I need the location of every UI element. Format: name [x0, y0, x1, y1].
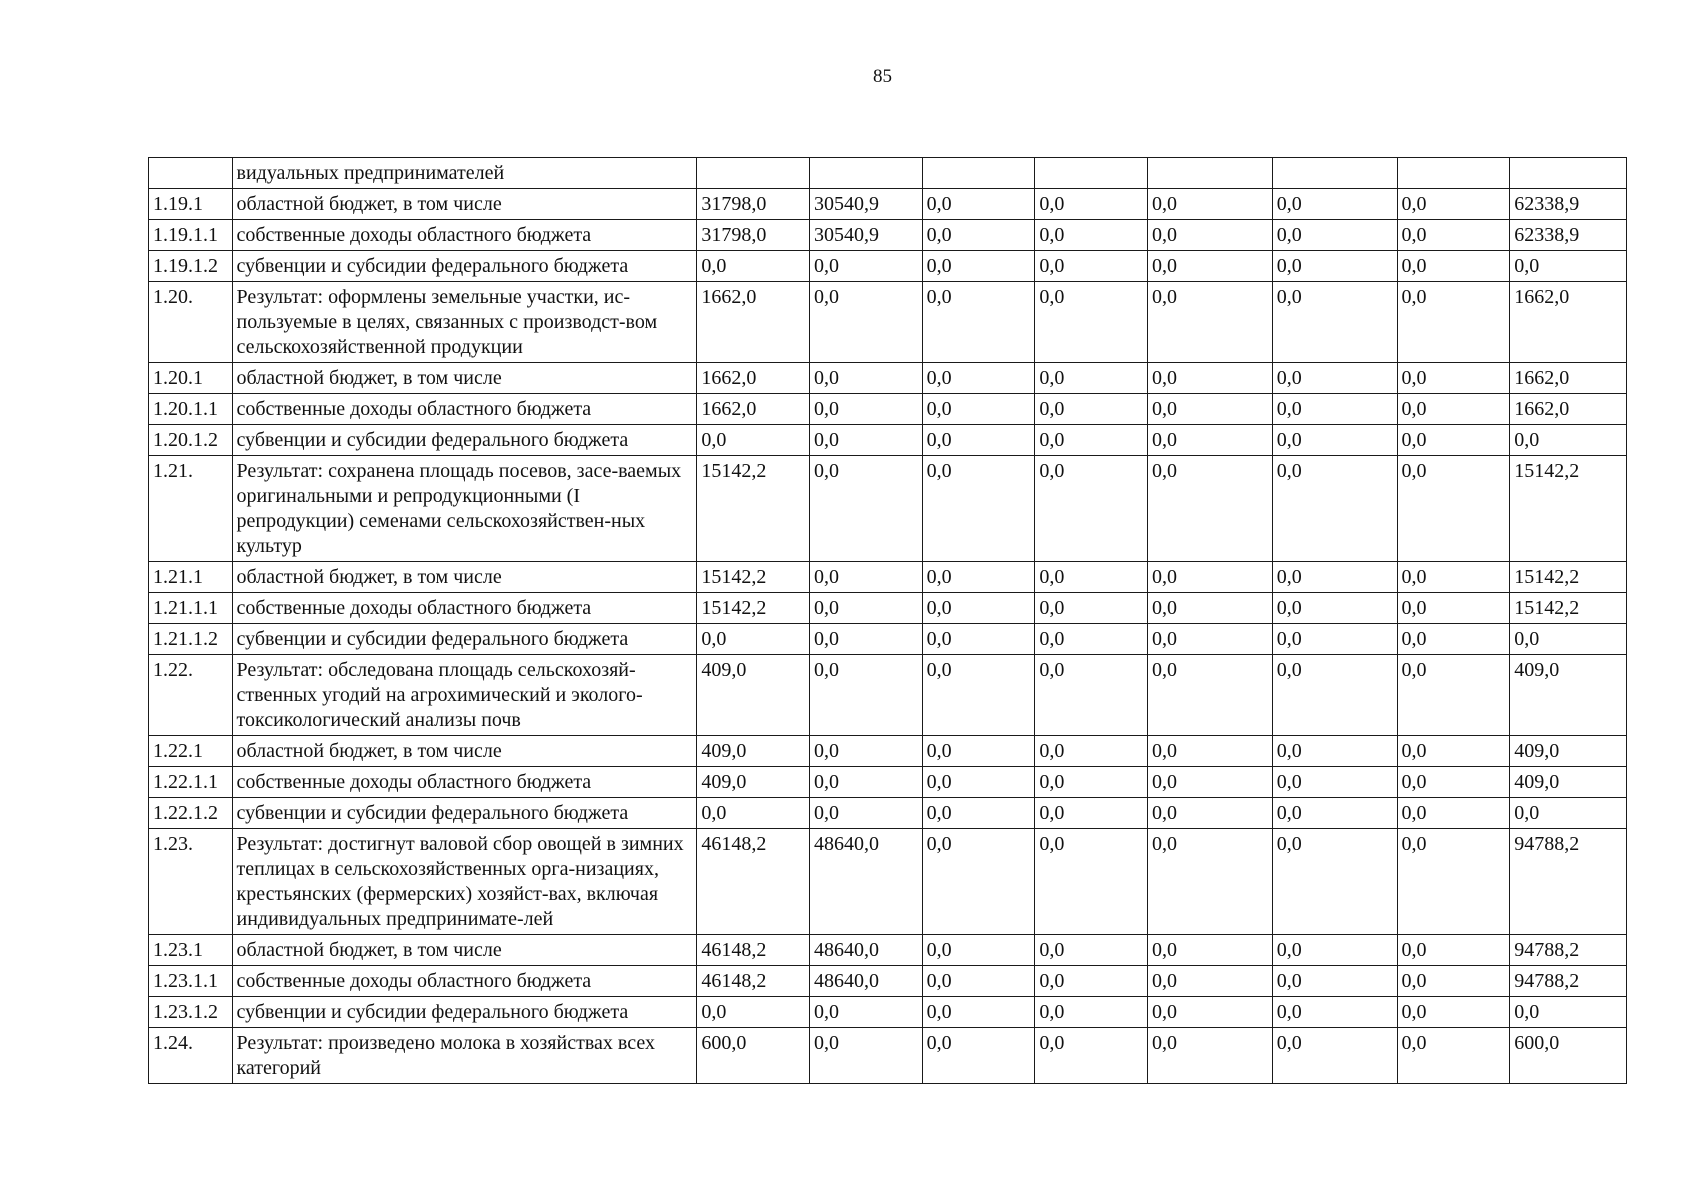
table-row — [149, 966, 1627, 997]
row-code-cell — [149, 158, 233, 189]
value-cell: 409,0 — [697, 655, 810, 736]
row-code-cell: 1.22.1 — [149, 736, 233, 767]
value-cell: 0,0 — [1035, 562, 1148, 593]
table-row — [149, 425, 1627, 456]
value-cell: 0,0 — [922, 394, 1035, 425]
value-cell: 1662,0 — [697, 394, 810, 425]
value-cell: 0,0 — [1272, 966, 1397, 997]
value-cell: 0,0 — [1272, 282, 1397, 363]
value-cell: 1662,0 — [697, 282, 810, 363]
value-cell: 0,0 — [1272, 394, 1397, 425]
value-cell: 48640,0 — [810, 966, 923, 997]
value-cell: 0,0 — [810, 997, 923, 1028]
value-cell: 0,0 — [810, 562, 923, 593]
table-row — [149, 767, 1627, 798]
value-cell: 31798,0 — [697, 189, 810, 220]
value-cell: 0,0 — [1397, 251, 1510, 282]
value-cell: 0,0 — [1148, 798, 1273, 829]
value-cell: 0,0 — [922, 736, 1035, 767]
value-cell: 0,0 — [1397, 1028, 1510, 1084]
value-cell: 600,0 — [697, 1028, 810, 1084]
value-cell: 15142,2 — [1510, 593, 1627, 624]
value-cell: 1662,0 — [1510, 363, 1627, 394]
value-cell: 0,0 — [810, 767, 923, 798]
row-code-cell: 1.19.1 — [149, 189, 233, 220]
value-cell — [1035, 158, 1148, 189]
row-description-cell: видуальных предпринимателей — [232, 158, 697, 189]
value-cell: 0,0 — [1397, 593, 1510, 624]
table-row — [149, 997, 1627, 1028]
row-code-cell: 1.21.1.2 — [149, 624, 233, 655]
value-cell: 0,0 — [1397, 624, 1510, 655]
value-cell: 0,0 — [810, 798, 923, 829]
value-cell: 0,0 — [1148, 593, 1273, 624]
value-cell: 0,0 — [810, 624, 923, 655]
row-code-cell: 1.19.1.2 — [149, 251, 233, 282]
value-cell: 0,0 — [922, 966, 1035, 997]
budget-table — [148, 157, 1627, 1084]
row-description-cell: собственные доходы областного бюджета — [232, 593, 697, 624]
value-cell: 0,0 — [1035, 966, 1148, 997]
value-cell: 0,0 — [1035, 829, 1148, 935]
value-cell: 0,0 — [922, 251, 1035, 282]
value-cell: 0,0 — [922, 593, 1035, 624]
value-cell: 0,0 — [1035, 363, 1148, 394]
value-cell: 0,0 — [810, 425, 923, 456]
value-cell: 0,0 — [1272, 935, 1397, 966]
value-cell: 1662,0 — [1510, 394, 1627, 425]
value-cell: 0,0 — [1272, 220, 1397, 251]
value-cell: 0,0 — [922, 425, 1035, 456]
value-cell: 0,0 — [1148, 251, 1273, 282]
value-cell: 0,0 — [1397, 562, 1510, 593]
value-cell: 409,0 — [1510, 767, 1627, 798]
value-cell: 0,0 — [1272, 593, 1397, 624]
value-cell: 0,0 — [1148, 966, 1273, 997]
value-cell: 62338,9 — [1510, 220, 1627, 251]
value-cell: 0,0 — [1397, 456, 1510, 562]
row-description-cell: собственные доходы областного бюджета — [232, 220, 697, 251]
value-cell: 0,0 — [1035, 655, 1148, 736]
value-cell: 0,0 — [1272, 189, 1397, 220]
value-cell: 0,0 — [1148, 829, 1273, 935]
row-description-cell: субвенции и субсидии федерального бюджета — [232, 425, 697, 456]
value-cell: 1662,0 — [697, 363, 810, 394]
value-cell: 0,0 — [1035, 997, 1148, 1028]
value-cell: 30540,9 — [810, 220, 923, 251]
row-description-cell: субвенции и субсидии федерального бюджета — [232, 624, 697, 655]
value-cell: 0,0 — [1148, 220, 1273, 251]
value-cell: 94788,2 — [1510, 935, 1627, 966]
value-cell: 0,0 — [1148, 394, 1273, 425]
value-cell: 0,0 — [697, 624, 810, 655]
value-cell: 600,0 — [1510, 1028, 1627, 1084]
value-cell: 0,0 — [922, 1028, 1035, 1084]
value-cell: 409,0 — [697, 767, 810, 798]
value-cell — [1148, 158, 1273, 189]
value-cell: 0,0 — [1035, 736, 1148, 767]
value-cell: 0,0 — [1148, 282, 1273, 363]
value-cell: 0,0 — [922, 935, 1035, 966]
value-cell: 0,0 — [1397, 394, 1510, 425]
value-cell: 0,0 — [1035, 282, 1148, 363]
row-code-cell: 1.21.1 — [149, 562, 233, 593]
value-cell: 0,0 — [1272, 997, 1397, 1028]
value-cell: 0,0 — [1148, 997, 1273, 1028]
table-row — [149, 655, 1627, 736]
table-row — [149, 282, 1627, 363]
table-row — [149, 562, 1627, 593]
value-cell: 0,0 — [1148, 189, 1273, 220]
value-cell: 15142,2 — [697, 456, 810, 562]
row-description-cell: Результат: сохранена площадь посевов, засе-ваемых оригинальными и репродукционными (I репродукции) семенами сельскохозяйствен-ных культур — [232, 456, 697, 562]
value-cell: 0,0 — [1510, 997, 1627, 1028]
value-cell: 0,0 — [1272, 655, 1397, 736]
value-cell: 0,0 — [1148, 456, 1273, 562]
value-cell: 0,0 — [1148, 767, 1273, 798]
value-cell: 0,0 — [922, 189, 1035, 220]
value-cell: 0,0 — [1510, 425, 1627, 456]
value-cell: 0,0 — [1035, 251, 1148, 282]
value-cell: 94788,2 — [1510, 966, 1627, 997]
value-cell: 0,0 — [1510, 798, 1627, 829]
row-code-cell: 1.22.1.1 — [149, 767, 233, 798]
table-row — [149, 736, 1627, 767]
table-row — [149, 363, 1627, 394]
value-cell: 0,0 — [1397, 767, 1510, 798]
value-cell: 0,0 — [1397, 935, 1510, 966]
value-cell: 15142,2 — [697, 593, 810, 624]
row-code-cell: 1.20.1.2 — [149, 425, 233, 456]
value-cell — [922, 158, 1035, 189]
value-cell — [1397, 158, 1510, 189]
value-cell — [1510, 158, 1627, 189]
value-cell: 1662,0 — [1510, 282, 1627, 363]
value-cell: 0,0 — [810, 1028, 923, 1084]
value-cell: 62338,9 — [1510, 189, 1627, 220]
value-cell: 0,0 — [810, 394, 923, 425]
value-cell — [697, 158, 810, 189]
value-cell: 48640,0 — [810, 935, 923, 966]
table-row — [149, 394, 1627, 425]
value-cell: 0,0 — [1035, 593, 1148, 624]
value-cell: 0,0 — [1397, 736, 1510, 767]
value-cell: 46148,2 — [697, 966, 810, 997]
value-cell: 0,0 — [1148, 1028, 1273, 1084]
value-cell: 0,0 — [1148, 363, 1273, 394]
value-cell: 48640,0 — [810, 829, 923, 935]
value-cell: 0,0 — [1397, 282, 1510, 363]
table-row — [149, 593, 1627, 624]
value-cell: 0,0 — [922, 282, 1035, 363]
value-cell: 0,0 — [1148, 736, 1273, 767]
value-cell: 0,0 — [1272, 251, 1397, 282]
value-cell: 0,0 — [922, 997, 1035, 1028]
value-cell: 0,0 — [810, 251, 923, 282]
value-cell: 0,0 — [1148, 624, 1273, 655]
row-description-cell: субвенции и субсидии федерального бюджета — [232, 251, 697, 282]
row-code-cell: 1.22.1.2 — [149, 798, 233, 829]
row-description-cell: областной бюджет, в том числе — [232, 736, 697, 767]
value-cell: 30540,9 — [810, 189, 923, 220]
row-code-cell: 1.20.1.1 — [149, 394, 233, 425]
value-cell: 0,0 — [1035, 1028, 1148, 1084]
value-cell: 0,0 — [922, 829, 1035, 935]
value-cell: 0,0 — [810, 736, 923, 767]
value-cell: 0,0 — [1397, 997, 1510, 1028]
row-code-cell: 1.24. — [149, 1028, 233, 1084]
value-cell: 0,0 — [922, 220, 1035, 251]
value-cell: 0,0 — [1397, 189, 1510, 220]
row-code-cell: 1.22. — [149, 655, 233, 736]
table-row — [149, 456, 1627, 562]
value-cell: 0,0 — [1510, 624, 1627, 655]
row-code-cell: 1.23.1.1 — [149, 966, 233, 997]
value-cell — [810, 158, 923, 189]
value-cell: 0,0 — [922, 562, 1035, 593]
row-description-cell: субвенции и субсидии федерального бюджета — [232, 997, 697, 1028]
value-cell: 15142,2 — [1510, 456, 1627, 562]
table-row — [149, 829, 1627, 935]
value-cell: 0,0 — [1272, 1028, 1397, 1084]
table-row — [149, 220, 1627, 251]
value-cell: 0,0 — [1397, 829, 1510, 935]
row-code-cell: 1.21.1.1 — [149, 593, 233, 624]
value-cell: 0,0 — [1397, 363, 1510, 394]
value-cell: 0,0 — [1272, 456, 1397, 562]
value-cell: 0,0 — [1035, 767, 1148, 798]
value-cell: 0,0 — [922, 655, 1035, 736]
row-code-cell: 1.21. — [149, 456, 233, 562]
value-cell: 0,0 — [810, 282, 923, 363]
row-description-cell: субвенции и субсидии федерального бюджета — [232, 798, 697, 829]
value-cell: 0,0 — [1272, 767, 1397, 798]
value-cell: 0,0 — [1035, 189, 1148, 220]
value-cell: 15142,2 — [697, 562, 810, 593]
row-code-cell: 1.19.1.1 — [149, 220, 233, 251]
value-cell: 0,0 — [810, 363, 923, 394]
value-cell: 0,0 — [1397, 966, 1510, 997]
table-row — [149, 1028, 1627, 1084]
value-cell: 0,0 — [1272, 363, 1397, 394]
table-row — [149, 798, 1627, 829]
table-row — [149, 189, 1627, 220]
value-cell: 0,0 — [1272, 736, 1397, 767]
page-number: 85 — [873, 66, 892, 87]
row-description-cell: собственные доходы областного бюджета — [232, 966, 697, 997]
value-cell: 409,0 — [1510, 736, 1627, 767]
value-cell: 0,0 — [697, 997, 810, 1028]
row-description-cell: Результат: обследована площадь сельскохозяй-ственных угодий на агрохимический и эколого-токсикологический анализы почв — [232, 655, 697, 736]
value-cell: 0,0 — [1397, 425, 1510, 456]
value-cell: 0,0 — [1148, 935, 1273, 966]
value-cell: 0,0 — [1035, 394, 1148, 425]
table-row — [149, 251, 1627, 282]
row-description-cell: собственные доходы областного бюджета — [232, 394, 697, 425]
row-code-cell: 1.20. — [149, 282, 233, 363]
value-cell: 0,0 — [1035, 425, 1148, 456]
row-description-cell: Результат: произведено молока в хозяйствах всех категорий — [232, 1028, 697, 1084]
value-cell: 46148,2 — [697, 935, 810, 966]
value-cell: 0,0 — [697, 251, 810, 282]
value-cell: 0,0 — [1397, 220, 1510, 251]
table-row — [149, 158, 1627, 189]
row-description-cell: областной бюджет, в том числе — [232, 562, 697, 593]
value-cell: 0,0 — [1148, 425, 1273, 456]
value-cell: 409,0 — [697, 736, 810, 767]
value-cell: 46148,2 — [697, 829, 810, 935]
row-code-cell: 1.23.1.2 — [149, 997, 233, 1028]
value-cell: 409,0 — [1510, 655, 1627, 736]
row-code-cell: 1.20.1 — [149, 363, 233, 394]
value-cell: 0,0 — [810, 456, 923, 562]
value-cell: 0,0 — [1272, 829, 1397, 935]
value-cell: 0,0 — [1397, 655, 1510, 736]
value-cell: 15142,2 — [1510, 562, 1627, 593]
value-cell: 0,0 — [1148, 562, 1273, 593]
value-cell: 0,0 — [1272, 798, 1397, 829]
value-cell: 0,0 — [1035, 798, 1148, 829]
value-cell: 0,0 — [697, 798, 810, 829]
value-cell: 0,0 — [922, 624, 1035, 655]
value-cell: 0,0 — [810, 593, 923, 624]
row-description-cell: собственные доходы областного бюджета — [232, 767, 697, 798]
value-cell: 0,0 — [1272, 624, 1397, 655]
value-cell: 0,0 — [922, 456, 1035, 562]
value-cell: 0,0 — [922, 363, 1035, 394]
value-cell: 0,0 — [1510, 251, 1627, 282]
value-cell: 0,0 — [1035, 456, 1148, 562]
value-cell: 94788,2 — [1510, 829, 1627, 935]
value-cell: 0,0 — [922, 767, 1035, 798]
row-description-cell: областной бюджет, в том числе — [232, 935, 697, 966]
value-cell: 0,0 — [1035, 220, 1148, 251]
row-description-cell: областной бюджет, в том числе — [232, 363, 697, 394]
value-cell: 0,0 — [1148, 655, 1273, 736]
value-cell: 0,0 — [1397, 798, 1510, 829]
row-description-cell: Результат: достигнут валовой сбор овощей в зимних теплицах в сельскохозяйственных орга-низациях, крестьянских (фермерских) хозяйст-вах, включая индивидуальных предпринимате-лей — [232, 829, 697, 935]
value-cell: 0,0 — [697, 425, 810, 456]
value-cell: 0,0 — [922, 798, 1035, 829]
value-cell: 31798,0 — [697, 220, 810, 251]
value-cell: 0,0 — [1272, 425, 1397, 456]
table-row — [149, 624, 1627, 655]
value-cell — [1272, 158, 1397, 189]
row-code-cell: 1.23.1 — [149, 935, 233, 966]
value-cell: 0,0 — [1035, 624, 1148, 655]
row-code-cell: 1.23. — [149, 829, 233, 935]
value-cell: 0,0 — [1035, 935, 1148, 966]
value-cell: 0,0 — [1272, 562, 1397, 593]
row-description-cell: областной бюджет, в том числе — [232, 189, 697, 220]
row-description-cell: Результат: оформлены земельные участки, ис-пользуемые в целях, связанных с производст-вом сельскохозяйственной продукции — [232, 282, 697, 363]
table-row — [149, 935, 1627, 966]
value-cell: 0,0 — [810, 655, 923, 736]
